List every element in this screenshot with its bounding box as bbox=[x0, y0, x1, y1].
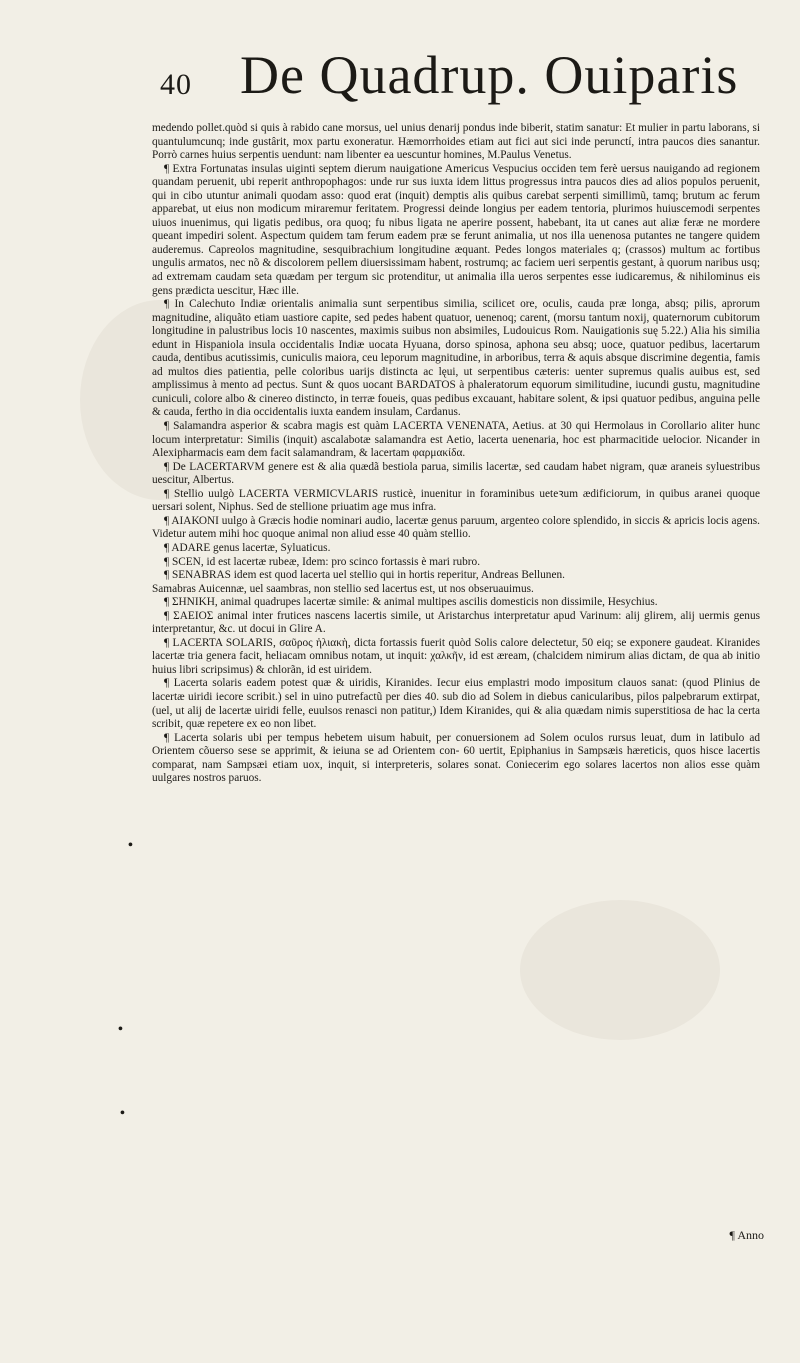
paragraph: ¶ De LACERTARVM genere est & alia quædã bestiola parua, similis lacertæ, sed caudam habet nigram, quæ araneis syluestribus uescitur, Albertus. bbox=[152, 460, 760, 487]
paragraph: ¶ In Calechuto Indiæ orientalis animalia sunt serpentibus similia, scilicet ore, oculis, cauda præ longa, absq; pilis, aprorum magnitudine, aliquãto etiam uastiore capite, sed pedes habent quatuor, uenenoq; carent, (morsu tantum noxij, quaternorum cubitorum longitudine in palustribus locis 10 nascentes, maximis suibus non absimiles, Ludouicus Rom. Nauigationis suę 5.22.) Alia his similia edunt in Hispaniola insula occidentalis Indiæ uocata Hyuana, dorso spinosa, aphona seu absq; uoce, quatuor pedibus, lacertarum cauda, dentibus acutissimis, cuniculis maiora, ceu leporum magnitudine, in arboribus, terra & aquis absque discrimine degentia, famis ad multos dies patientia, pelle coloribus uarijs distincta ac lęui, ut serpentibus cæteris: uenter supremus qualis auibus est, sed amplissimus à mento ad pectus. Sunt & quos uocant BARDATOS à phaleratorum equorum similitudine, iucundi gustu, magnitudine cuniculi, colore albo & cinereo distincto, in terræ foueis, quas pedibus excauant, habitare solent, & ipsi quatuor pedibus, anguina pelle & cauda, fertho in dia occidentalis iuxta eandem insulam, Cardanus. bbox=[152, 298, 760, 419]
paragraph: ¶ ADARE genus lacertæ, Syluaticus. bbox=[164, 541, 331, 554]
paragraph: ¶ SCEN, id est lacertæ rubeæ, Idem: pro scinco fortassis è mari rubro. bbox=[164, 555, 481, 568]
running-title: De Quadrup. Ouiparis bbox=[240, 45, 739, 105]
paragraph: ¶ Lacerta solaris eadem potest quæ & uiridis, Kiranides. Iecur eius emplastri modo impositum clauos sanat: (quod Plinius de lacertæ uiridi iecore scribit.) sel in uino putrefactũ per dies 40. sub dio ad Solem in diebus canicularibus, pilos palpebrarum extirpat, (uel, ut alij de lacertæ uiridi felle, euulsos renasci non patitur,) Idem Kiranides, qui & alia quædam nimis superstitiosa de hac la certa scribit, quæ repetere ex eo non libet. bbox=[152, 677, 760, 731]
body-text bbox=[152, 122, 760, 786]
paragraph: ¶ Stellio uulgò LACERTA VERMICVLARIS rusticè, inuenitur in foraminibus ueteꝛum ædificiorum, in quibus aranei quoque uersari solent, Niphus. Sed de stellione priuatim age mus infra. bbox=[152, 487, 760, 514]
page-number: 40 bbox=[160, 68, 192, 101]
paragraph: ¶ SENABRAS idem est quod lacerta uel stellio qui in hortis reperitur, Andreas Bellunen. bbox=[164, 569, 565, 582]
paragraph: ¶ Salamandra asperior & scabra magis est quàm LACERTA VENENATA, Aetius. at 30 qui Hermolaus in Corollario aliter hunc locum interpretatur: Similis (inquit) ascalabotæ salamandra est Aetio, lacerta uenenaria, hoc est pharmacitide uelocior. Nicander in Alexipharmacis eam dem facit salamandram, & lacertam φαρμακίδα. bbox=[152, 420, 760, 460]
paragraph: medendo pollet.quòd si quis à rabido cane morsus, uel unius denarij pondus inde biberit, statim sanatur: Et mulier in partu laborans, si quantulumcunq; inde gustârit, mox partu exoneratur. Hæmorrhoides etiam aut fici aut sici inde perunctí, intra paucos dies sanantur. Porrò carnes huius serpentis uendunt: nam libenter ea uescuntur homines, M.Paulus Venetus. bbox=[152, 122, 760, 162]
paragraph: ¶ ΣΑΕΙΟΣ animal inter frutices nascens lacertis simile, ut Aristarchus interpretatur apud Varinum: alij glirem, alij uermis genus interpretantur, &c. ut docui in Glire A. bbox=[152, 609, 760, 636]
paragraph: ¶ LACERTA SOLARIS, σαῦρος ἡλιακὴ, dicta fortassis fuerit quòd Solis calore delectetur, 50 eiq; se exponere gaudeat. Kiranides lacertæ tria genera facit, heliacam omnibus notam, ut inquit: χαλκῆν, id est æream, (chalcidem nimirum alias dictam, de qua ab initio huius libri scripsimus) & chlorãn, id est uiridem. bbox=[152, 636, 760, 676]
page-header bbox=[138, 44, 778, 114]
catchword: ¶ Anno bbox=[729, 1228, 764, 1242]
paragraph: ¶ ΣΗΝΙΚΗ, animal quadrupes lacertæ simile: & animal multipes ascilis domesticis non dissimile, Hesychius. bbox=[164, 596, 658, 609]
margin-mark: • bbox=[128, 838, 133, 853]
paragraph: ¶ Extra Fortunatas insulas uiginti septem dierum nauigatione Americus Vespucius occiden tem ferè uersus nauigando ad regionem quandam peruenit, ubi reperit anthropophagos: unde rur sus iuxta idem littus progressus intra paucos dies ad alios populos peruenit, qui in cibo utuntur animali quodam asso: quod erat (inquit) demptis alis quibus carebat serpenti simillimũ, tamq; brutum ac ferum apparebat, ut eius non modicum miraremur feritatem. Progressi deinde longius per eadem tentoria, plurimos huiuscemodi serpentes uiuos inuenimus, qui ligatis pedibus, ora quoq; fu nibus ligata ne aperire possent, habebant, ita ut canes aut aliæ feræ ne mordere queant impediri solent. Aspectum quidem tam ferum eadem præ se ferunt animalia, ut nos illa uenenosa putantes ne tangere quidem auderemus. Capreolos magnitudine, sesquibrachium longitudine æquant. Pedes longos materiales q; (crassos) multum ac fortibus ungulis armatos, nec nõ & discolorem pellem diuersissimam habent, rostrumq; ac faciem ueri serpentis gestant, à quorum naribus usq; ad extremam caudam seta quædam per tergum sic protenditur, ut animalia illa ueros serpentes esse iudicaremus, & nihilominus eis gens prædicta uescitur, Hæc ille. bbox=[152, 162, 760, 297]
paragraph: ¶ Lacerta solaris ubi per tempus hebetem uisum habuit, per conuersionem ad Solem oculos rursus leuat, dum in latibulo ad Orientem cõuerso sese se apprimit, & ieiuna se ad Orientem con- 60 uertit, Epiphanius in Sampsæis hæreticis, quos hisce lacertis comparat, nam Sampsæi etiam uox, inquit, si interpreteris, solares sonat. Coniecerim ego solares lacertos non alios esse quàm uulgares nostros paruos. bbox=[152, 731, 760, 785]
paragraph: Samabras Auicennæ, uel saambras, non stellio sed lacertus est, ut nos obseruauimus. bbox=[152, 582, 534, 595]
margin-mark: • bbox=[120, 1106, 125, 1121]
paper-stain bbox=[520, 900, 720, 1040]
paragraph: ¶ ΑΙΑΚΟΝΙ uulgo à Græcis hodie nominari audio, lacertæ genus paruum, argenteo colore splendido, in siccis & apricis locis agens. Videtur autem mihi hoc quoque animal non aliud esse 40 quàm stellio. bbox=[152, 514, 760, 541]
margin-mark: • bbox=[118, 1022, 123, 1037]
